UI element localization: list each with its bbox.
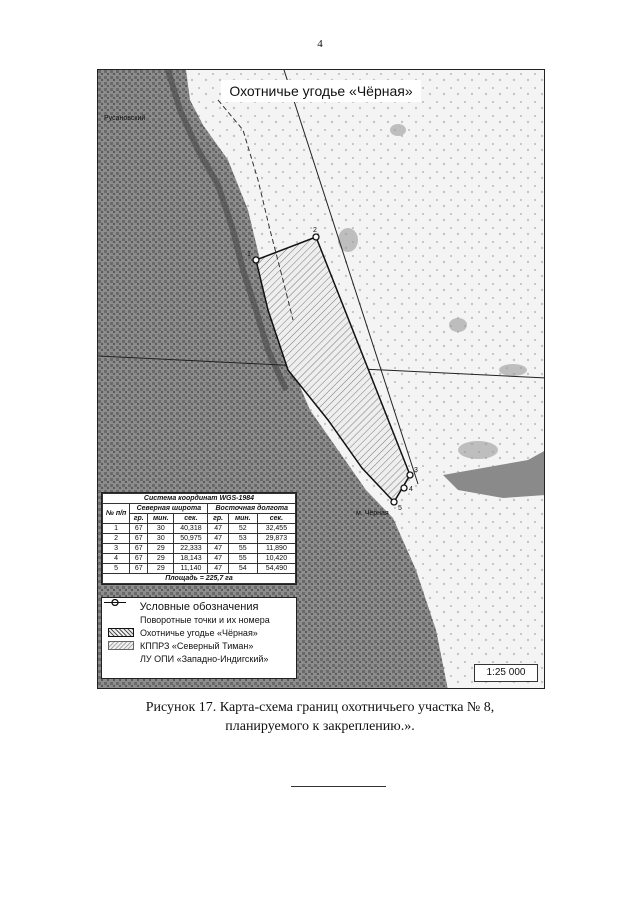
- legend-item-label: Охотничье угодье «Чёрная»: [140, 627, 258, 638]
- header-lon-min: мин.: [228, 514, 257, 524]
- legend-item-label: ЛУ ОПИ «Западно-Индигский»: [140, 653, 269, 664]
- cell-lat-deg: 67: [130, 524, 148, 534]
- coordinates-table-box: [101, 492, 297, 585]
- legend-title: Условные обозначения: [139, 601, 259, 613]
- cell-lon-min: 55: [228, 554, 257, 564]
- header-lat-deg: гр.: [130, 514, 148, 524]
- cell-n: 5: [103, 564, 130, 574]
- table-row: [103, 524, 296, 534]
- cell-lon-min: 52: [228, 524, 257, 534]
- header-number: № п/п: [103, 504, 130, 524]
- page-number: 4: [317, 38, 323, 50]
- point-label-1: 1: [247, 251, 251, 258]
- cell-n: 2: [103, 534, 130, 544]
- hatched-area-icon: [108, 628, 134, 637]
- header-lat-min: мин.: [148, 514, 174, 524]
- cell-lat-min: 29: [148, 544, 174, 554]
- area-total: Площадь = 225,7 га: [103, 574, 296, 584]
- place-label-chernaya: м. Чёрная: [356, 510, 389, 517]
- cell-lat-deg: 67: [130, 544, 148, 554]
- cell-lon-sec: 54,490: [257, 564, 295, 574]
- point-label-4: 4: [409, 486, 413, 493]
- cell-lat-min: 30: [148, 524, 174, 534]
- cell-lat-deg: 67: [130, 534, 148, 544]
- cell-lon-sec: 32,455: [257, 524, 295, 534]
- cell-lon-sec: 10,420: [257, 554, 295, 564]
- cell-lon-sec: 29,873: [257, 534, 295, 544]
- thin-line-icon: [108, 654, 134, 663]
- cell-lon-min: 53: [228, 534, 257, 544]
- cell-lon-min: 55: [228, 544, 257, 554]
- cell-lat-min: 30: [148, 534, 174, 544]
- cell-lat-sec: 40,318: [174, 524, 208, 534]
- cell-n: 3: [103, 544, 130, 554]
- cell-lon-sec: 11,890: [257, 544, 295, 554]
- coordinate-system-title: Система координат WGS-1984: [103, 494, 296, 504]
- table-row: [103, 554, 296, 564]
- table-row: [103, 564, 296, 574]
- point-label-5: 5: [398, 505, 402, 512]
- cell-lon-deg: 47: [208, 544, 228, 554]
- cell-lat-sec: 22,333: [174, 544, 208, 554]
- legend: [101, 597, 297, 679]
- legend-item: [102, 626, 296, 639]
- turning-point-3: [407, 472, 413, 478]
- light-hatched-area-icon: [108, 641, 134, 650]
- cell-lon-min: 54: [228, 564, 257, 574]
- divider-line: [291, 786, 386, 787]
- cell-lon-deg: 47: [208, 564, 228, 574]
- header-lon-sec: сек.: [257, 514, 295, 524]
- legend-item: [102, 652, 296, 665]
- turning-point-5: [391, 499, 397, 505]
- legend-item-label: Поворотные точки и их номера: [140, 614, 270, 625]
- turning-point-1: [253, 257, 259, 263]
- legend-item: [102, 613, 296, 626]
- legend-item-label: КППРЗ «Северный Тиман»: [140, 640, 254, 651]
- point-label-3: 3: [414, 467, 418, 474]
- table-row: [103, 544, 296, 554]
- cell-lat-deg: 67: [130, 554, 148, 564]
- figure-caption-line-2: планируемого к закреплению.».: [225, 719, 415, 734]
- place-label-rusanovsky: Русановский: [104, 115, 146, 122]
- coordinates-table: [102, 493, 296, 584]
- cell-lat-sec: 11,140: [174, 564, 208, 574]
- header-lon-deg: гр.: [208, 514, 228, 524]
- turning-point-4: [401, 485, 407, 491]
- cell-lat-min: 29: [148, 554, 174, 564]
- cell-lon-deg: 47: [208, 554, 228, 564]
- header-longitude: Восточная долгота: [208, 504, 296, 514]
- cell-lat-min: 29: [148, 564, 174, 574]
- cell-lat-sec: 50,975: [174, 534, 208, 544]
- circle-point-icon: [108, 615, 134, 624]
- cell-lon-deg: 47: [208, 524, 228, 534]
- header-latitude: Северная широта: [130, 504, 208, 514]
- table-row: [103, 534, 296, 544]
- map: [97, 69, 545, 689]
- cell-lon-deg: 47: [208, 534, 228, 544]
- map-scale: 1:25 000: [474, 664, 538, 682]
- figure-caption-line-1: Рисунок 17. Карта-схема границ охотничьего участка № 8,: [145, 700, 495, 715]
- cell-lat-deg: 67: [130, 564, 148, 574]
- turning-point-2: [313, 234, 319, 240]
- cell-lat-sec: 18,143: [174, 554, 208, 564]
- point-label-2: 2: [313, 227, 317, 234]
- map-title: Охотничье угодье «Чёрная»: [221, 80, 421, 102]
- legend-item: [102, 639, 296, 652]
- cell-n: 1: [103, 524, 130, 534]
- header-lat-sec: сек.: [174, 514, 208, 524]
- cell-n: 4: [103, 554, 130, 564]
